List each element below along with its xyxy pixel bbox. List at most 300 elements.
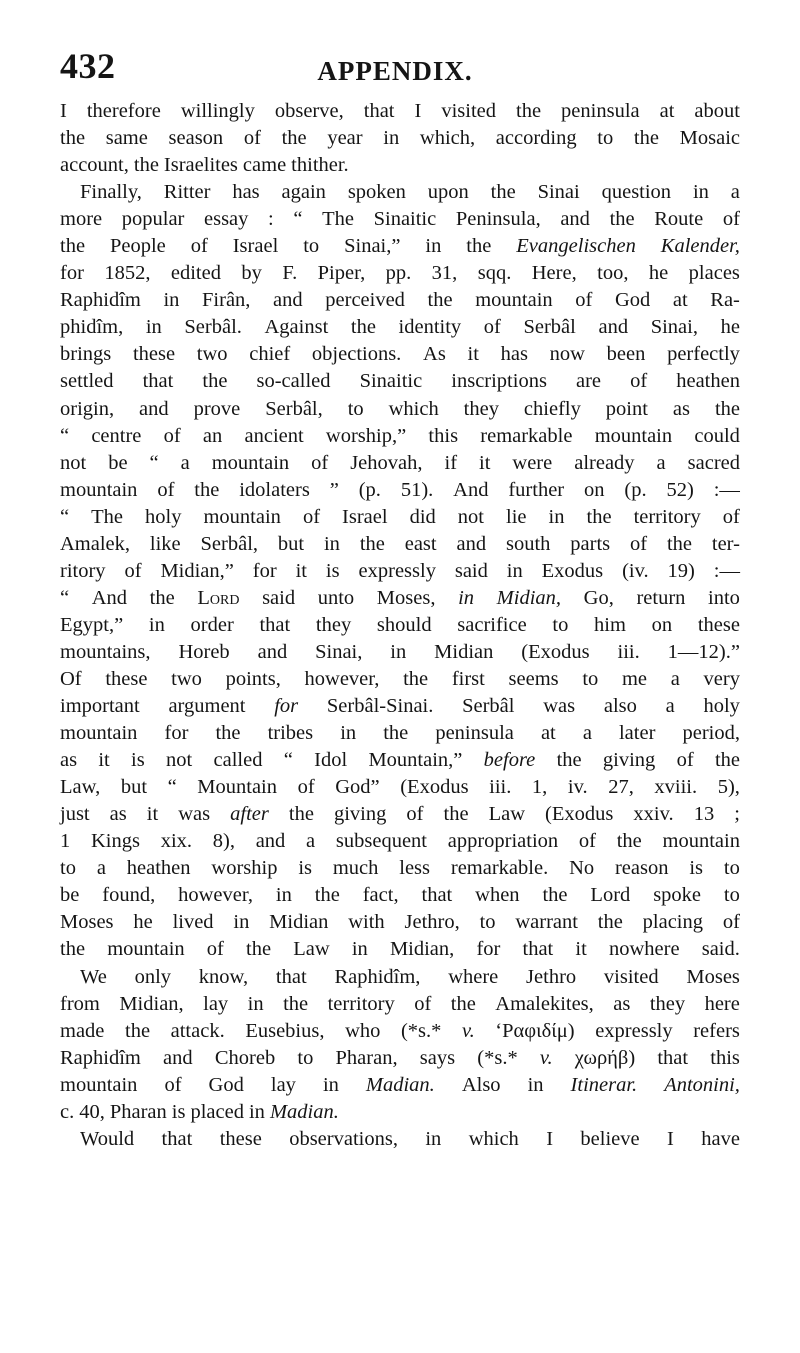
- word: iii.: [617, 640, 640, 663]
- word: Finally,: [80, 181, 142, 204]
- word: the: [314, 884, 340, 907]
- word: this: [428, 424, 459, 447]
- word: Also: [461, 1073, 501, 1096]
- word: it: [575, 938, 587, 961]
- word: visited: [441, 100, 496, 122]
- word: in: [148, 613, 165, 636]
- text-line: [60, 747, 740, 774]
- word: and: [560, 208, 590, 231]
- word: they: [463, 397, 499, 420]
- word: Choreb: [214, 1046, 276, 1069]
- word: (Exodus: [545, 803, 614, 826]
- word: sqq.: [477, 262, 512, 285]
- word: Serbâl,: [200, 532, 259, 555]
- word: Midian: [434, 640, 494, 663]
- word: (p.: [624, 478, 647, 501]
- word: of: [414, 992, 432, 1015]
- text-line: [60, 936, 740, 963]
- word: lay: [203, 992, 229, 1015]
- word: of: [124, 559, 142, 582]
- text-line: [60, 801, 740, 828]
- word: it: [146, 803, 159, 826]
- word: at: [540, 722, 556, 745]
- text-line: [60, 287, 740, 314]
- word: the: [149, 586, 175, 609]
- word: mountain: [475, 289, 553, 312]
- word: the: [215, 722, 241, 745]
- word: are: [576, 370, 602, 393]
- word: mountain: [107, 938, 185, 961]
- text-line: [60, 774, 740, 801]
- word: Horeb: [178, 640, 230, 663]
- word: which: [468, 1127, 519, 1150]
- word: “: [60, 424, 70, 447]
- word: Israelites: [163, 154, 238, 177]
- word: a: [665, 695, 675, 718]
- word: of: [630, 370, 648, 393]
- word: as: [60, 749, 78, 772]
- word: in: [425, 1127, 442, 1150]
- word: xix.: [160, 830, 193, 853]
- word: seems: [508, 667, 559, 690]
- word: not: [457, 505, 484, 528]
- word: later: [618, 722, 656, 745]
- word: the: [516, 100, 542, 122]
- word: Sinaitic: [373, 208, 437, 231]
- word: it: [479, 451, 491, 474]
- word: to: [479, 911, 496, 934]
- word: placing: [642, 911, 703, 934]
- word: Route: [654, 208, 704, 231]
- word: of: [206, 938, 224, 961]
- word: mountain: [662, 830, 740, 853]
- word: Evangelischen: [516, 235, 636, 258]
- word: to: [597, 127, 614, 150]
- word: an: [202, 424, 223, 447]
- word: xxiv.: [633, 803, 674, 826]
- word: the: [714, 749, 740, 772]
- word: now: [549, 343, 585, 366]
- word: these: [697, 613, 740, 636]
- word: expressly: [358, 559, 436, 582]
- word: Jethro,: [404, 911, 460, 934]
- word: Amalek,: [60, 532, 131, 555]
- word: “: [293, 208, 303, 231]
- word: Sinai,”: [344, 235, 401, 258]
- word: the: [616, 830, 642, 853]
- word: objections.: [311, 343, 402, 366]
- word: Raphidîm: [60, 289, 141, 312]
- word: mountain: [60, 1073, 138, 1096]
- word: of: [722, 911, 740, 934]
- word: the: [60, 938, 86, 961]
- word: Go,: [583, 586, 614, 609]
- word: in: [527, 1073, 544, 1096]
- word: identity: [398, 316, 462, 339]
- word: to: [60, 857, 76, 880]
- word: Antonini,: [664, 1073, 740, 1096]
- word: Serbâl.: [184, 316, 242, 339]
- word: Peninsula,: [455, 208, 541, 231]
- text-line: [60, 423, 740, 450]
- word: only: [134, 965, 172, 988]
- word: as: [109, 803, 127, 826]
- word: Raphidîm: [60, 1046, 141, 1069]
- word: for: [476, 938, 501, 961]
- word: holy: [703, 695, 740, 718]
- word: mountain: [594, 424, 673, 447]
- word: placed: [190, 1100, 244, 1123]
- word: v.: [539, 1046, 553, 1069]
- word: ter-: [711, 532, 740, 555]
- word: that: [522, 938, 554, 961]
- word: they: [649, 992, 686, 1015]
- word: on: [584, 478, 605, 501]
- word: know,: [198, 965, 249, 988]
- word: a: [656, 451, 666, 474]
- word: nowhere: [608, 938, 680, 961]
- word: Ra-: [710, 289, 740, 312]
- word: if: [444, 451, 458, 474]
- word: worship: [211, 857, 278, 880]
- word: in: [692, 181, 709, 204]
- word: God: [208, 1073, 244, 1096]
- word: in: [383, 127, 400, 150]
- word: giving: [602, 749, 656, 772]
- text-line: [60, 233, 740, 260]
- word: reason: [614, 857, 669, 880]
- word: sacred: [687, 451, 740, 474]
- word: said: [454, 559, 488, 582]
- word: the: [597, 911, 623, 934]
- word: Serbâl-Sinai.: [326, 695, 434, 718]
- word: of: [722, 208, 740, 231]
- word: they: [315, 613, 352, 636]
- word: not: [60, 451, 87, 474]
- word: 51).: [400, 478, 434, 501]
- text-line: [60, 964, 740, 991]
- word: remarkable.: [450, 857, 549, 880]
- word: upon: [427, 181, 469, 204]
- text-line: [60, 504, 740, 531]
- word: Law: [293, 938, 330, 961]
- word: has: [500, 343, 528, 366]
- word: to: [723, 857, 740, 880]
- word: is: [131, 749, 145, 772]
- word: settled: [60, 370, 114, 393]
- word: 1: [60, 830, 71, 853]
- word: And: [453, 478, 489, 501]
- word: he: [720, 316, 740, 339]
- word: to: [723, 884, 740, 907]
- word: the: [60, 127, 86, 150]
- word: idolaters: [239, 478, 310, 501]
- word: first: [451, 667, 485, 690]
- word: after: [230, 803, 269, 826]
- word: ancient: [244, 424, 304, 447]
- page-number: 432: [60, 46, 116, 86]
- word: of: [575, 289, 593, 312]
- word: mountain: [60, 478, 138, 501]
- word: Serbâl: [523, 316, 576, 339]
- word: mountains,: [60, 640, 151, 663]
- word: so-called: [256, 370, 331, 393]
- text-line: [60, 477, 740, 504]
- word: lay: [270, 1073, 296, 1096]
- text-line: [60, 152, 740, 179]
- word: Law: [488, 803, 526, 826]
- word: Firân,: [202, 289, 251, 312]
- word: here: [704, 992, 740, 1015]
- word: the: [288, 803, 314, 826]
- word: of: [297, 776, 315, 799]
- word: popular: [121, 208, 185, 231]
- word: that: [259, 613, 291, 636]
- word: Israel: [232, 235, 279, 258]
- word: F.: [282, 262, 298, 285]
- word: territory: [327, 992, 395, 1015]
- word: territory: [633, 505, 701, 528]
- text-line: [60, 179, 740, 206]
- word: Kalender,: [660, 235, 740, 258]
- word: (Exodus: [521, 640, 590, 663]
- word: willingly: [180, 100, 255, 122]
- text-line: [60, 558, 740, 585]
- word: when: [475, 884, 520, 907]
- word: came: [242, 154, 287, 177]
- text-line: [60, 1045, 740, 1072]
- word: 31,: [431, 262, 458, 285]
- word: essay: [204, 208, 249, 231]
- word: order: [190, 613, 234, 636]
- word: of: [483, 316, 501, 339]
- word: the: [666, 532, 693, 555]
- word: in: [247, 992, 264, 1015]
- word: The: [322, 208, 354, 231]
- word: tribes: [267, 722, 314, 745]
- word: Midian,: [496, 586, 562, 609]
- text-line: [60, 828, 740, 855]
- word: is: [689, 857, 704, 880]
- word: just: [60, 803, 90, 826]
- word: 1852,: [104, 262, 151, 285]
- word: year: [327, 127, 363, 150]
- word: called: [213, 749, 263, 772]
- word: Mosaic: [679, 127, 740, 150]
- word: for: [60, 262, 84, 285]
- word: worship,”: [325, 424, 407, 447]
- word: important: [60, 695, 140, 718]
- word: places: [688, 262, 740, 285]
- word: Sinai: [537, 181, 580, 204]
- word: iii.: [489, 776, 512, 799]
- word: Idol: [314, 749, 348, 772]
- word: I: [414, 100, 422, 122]
- body-text: [60, 98, 740, 1153]
- word: much: [332, 857, 379, 880]
- text-line: [60, 206, 740, 233]
- word: same: [105, 127, 148, 150]
- word: have: [701, 1127, 740, 1150]
- word: mountain: [60, 722, 138, 745]
- word: the: [609, 208, 635, 231]
- word: him: [594, 613, 626, 636]
- word: ritory: [60, 559, 106, 582]
- word: the: [633, 127, 659, 150]
- word: 1—12).”: [667, 640, 740, 663]
- word: it: [467, 343, 479, 366]
- text-line: [60, 1126, 740, 1153]
- word: points,: [225, 667, 281, 690]
- word: I: [546, 1127, 554, 1150]
- word: into: [708, 586, 740, 609]
- word: And: [91, 586, 128, 609]
- word: Sinai,: [650, 316, 698, 339]
- word: :: [268, 208, 274, 231]
- word: Pharan: [109, 1100, 167, 1123]
- word: Lord: [590, 884, 631, 907]
- word: like: [149, 532, 181, 555]
- word: has: [232, 181, 260, 204]
- word: attack.: [170, 1019, 225, 1042]
- word: in: [248, 1100, 265, 1123]
- word: observe,: [274, 100, 344, 122]
- word: in: [425, 235, 442, 258]
- word: did: [409, 505, 436, 528]
- word: “: [167, 776, 177, 799]
- word: to: [582, 667, 599, 690]
- word: heathen: [126, 857, 191, 880]
- word: season: [168, 127, 224, 150]
- word: of: [578, 830, 596, 853]
- word: 13: [693, 803, 715, 826]
- text-line: [60, 991, 740, 1018]
- word: Serbâl: [462, 695, 515, 718]
- word: for: [164, 722, 189, 745]
- word: for: [274, 695, 299, 718]
- word: made: [60, 1019, 105, 1042]
- word: Of: [60, 667, 82, 690]
- word: the: [490, 181, 516, 204]
- word: expressly: [595, 1019, 673, 1042]
- word: however,: [178, 884, 254, 907]
- word: of: [157, 478, 175, 501]
- word: Amalekites,: [495, 992, 594, 1015]
- text-line: [60, 368, 740, 395]
- word: period,: [682, 722, 740, 745]
- word: which,: [419, 127, 476, 150]
- word: 1,: [531, 776, 548, 799]
- word: inscriptions: [451, 370, 547, 393]
- text-line: [60, 125, 740, 152]
- word: in: [351, 938, 368, 961]
- word: this: [710, 1046, 740, 1069]
- word: refers: [693, 1019, 740, 1042]
- word: Egypt,”: [60, 613, 124, 636]
- word: the: [194, 478, 220, 501]
- word: We: [80, 965, 107, 988]
- word: two: [196, 343, 228, 366]
- word: ”: [329, 478, 339, 501]
- word: it: [295, 559, 308, 582]
- word: he: [648, 262, 669, 285]
- word: :—: [713, 478, 740, 501]
- word: The: [91, 505, 123, 528]
- word: of: [676, 749, 694, 772]
- word: and: [139, 397, 169, 420]
- word: appropriation: [447, 830, 559, 853]
- word: a: [730, 181, 740, 204]
- word: question: [601, 181, 672, 204]
- word: I: [667, 1127, 674, 1150]
- word: sacrifice: [457, 613, 527, 636]
- word: in: [275, 884, 292, 907]
- word: by: [241, 262, 262, 285]
- word: God”: [335, 776, 380, 799]
- word: Itinerar.: [570, 1073, 638, 1096]
- word: Against: [264, 316, 329, 339]
- word: return: [636, 586, 686, 609]
- word: at: [672, 289, 688, 312]
- word: account,: [60, 154, 129, 177]
- word: As: [423, 343, 446, 366]
- word: the: [246, 938, 272, 961]
- word: the: [427, 289, 453, 312]
- word: Sinai,: [315, 640, 363, 663]
- word: chiefly: [523, 397, 581, 420]
- word: should: [376, 613, 432, 636]
- word: Piper,: [317, 262, 366, 285]
- word: God: [614, 289, 651, 312]
- word: v.: [462, 1019, 475, 1042]
- word: too,: [597, 262, 629, 285]
- word: Ritter: [163, 181, 211, 204]
- text-line: [60, 260, 740, 287]
- word: phidîm,: [60, 316, 124, 339]
- word: origin,: [60, 397, 115, 420]
- word: Pharan,: [335, 1046, 398, 1069]
- word: of: [190, 235, 208, 258]
- word: in: [458, 586, 475, 609]
- text-line: [60, 1018, 740, 1045]
- word: argument: [168, 695, 246, 718]
- word: could: [694, 424, 740, 447]
- word: “: [283, 749, 293, 772]
- word: of: [722, 505, 740, 528]
- word: χωρήβ): [574, 1046, 636, 1069]
- text-line: [60, 639, 740, 666]
- word: Israel: [342, 505, 388, 528]
- word: mountain: [211, 451, 290, 474]
- word: 40,: [79, 1100, 105, 1123]
- word: that: [142, 370, 174, 393]
- page-header: [60, 42, 730, 86]
- word: in: [323, 532, 340, 555]
- word: “: [60, 505, 70, 528]
- word: Raphidîm,: [334, 965, 421, 988]
- word: 52): [666, 478, 694, 501]
- word: where: [448, 965, 499, 988]
- word: (Exodus: [400, 776, 469, 799]
- word: be: [60, 884, 80, 907]
- word: that: [161, 1127, 193, 1150]
- word: believe: [580, 1127, 640, 1150]
- word: xviii.: [654, 776, 698, 799]
- word: but: [277, 532, 305, 555]
- word: these: [105, 667, 148, 690]
- word: Jethro: [526, 965, 577, 988]
- word: Midian: [269, 911, 329, 934]
